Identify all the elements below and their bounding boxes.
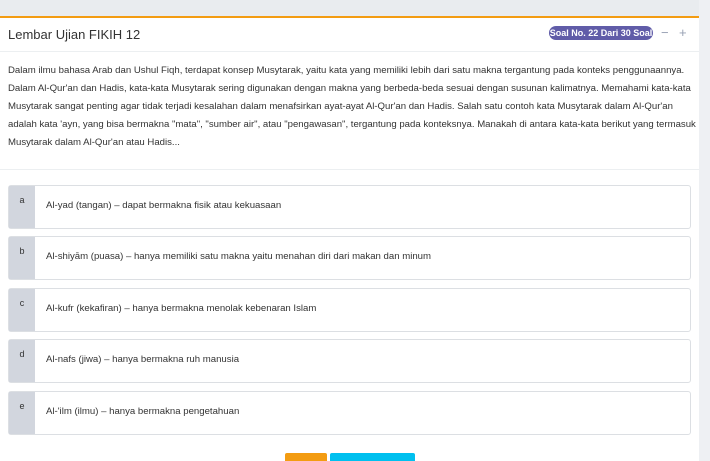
option-c[interactable] — [8, 288, 691, 332]
option-text: Al-yad (tangan) – dapat bermakna fisik atau kekuasaan — [46, 200, 282, 211]
option-d[interactable] — [8, 339, 691, 383]
option-letter: c — [9, 289, 35, 331]
page-top-strip — [0, 0, 710, 16]
option-letter: a — [9, 186, 35, 228]
option-text: Al-kufr (kekafiran) – hanya bermakna menolak kebenaran Islam — [46, 303, 317, 314]
scroll-gutter — [699, 0, 710, 461]
divider — [0, 169, 699, 170]
option-letter: d — [9, 340, 35, 382]
option-text: Al-'ilm (ilmu) – hanya bermakna pengetahuan — [46, 406, 240, 417]
question-text: Dalam ilmu bahasa Arab dan Ushul Fiqh, terdapat konsep Musytarak, yaitu kata yang memiliki lebih dari satu makna tergantung pada konteks penggunaannya. Dalam Al-Qur'an dan Hadis, kata-kata Musytarak sering digunakan dengan makna yang berbeda-beda sesuai dengan susunan kalimatnya. Memahami kata-kata Musytarak sangat penting agar tidak terjadi kesalahan dalam menafsirkan ayat-ayat Al-Qur'an dan Hadis. Salah satu contoh kata Musytarak dalam Al-Qur'an adalah kata 'ayn, yang bisa bermakna "mata", "sumber air", atau "pengawasan", tergantung pada konteksnya. Manakah di antara kata-kata berikut yang termasuk Musytarak dalam Al-Qur'an atau Hadis... — [8, 65, 696, 148]
plus-icon[interactable]: + — [679, 25, 687, 40]
option-letter: e — [9, 392, 35, 434]
previous-button[interactable] — [285, 453, 327, 461]
exam-card — [0, 16, 699, 461]
option-e[interactable] — [8, 391, 691, 435]
option-text: Al-shiyām (puasa) – hanya memiliki satu makna yaitu menahan diri dari makan dan minum — [46, 251, 431, 262]
exam-title: Lembar Ujian FIKIH 12 — [8, 27, 141, 42]
option-letter: b — [9, 237, 35, 279]
option-text: Al-nafs (jiwa) – hanya bermakna ruh manusia — [46, 354, 240, 365]
question-counter-badge: Soal No. 22 Dari 30 Soal — [549, 28, 653, 38]
next-button[interactable] — [330, 453, 415, 461]
minus-icon[interactable]: − — [661, 25, 669, 40]
option-b[interactable] — [8, 236, 691, 280]
option-a[interactable] — [8, 185, 691, 229]
card-header — [0, 18, 699, 52]
